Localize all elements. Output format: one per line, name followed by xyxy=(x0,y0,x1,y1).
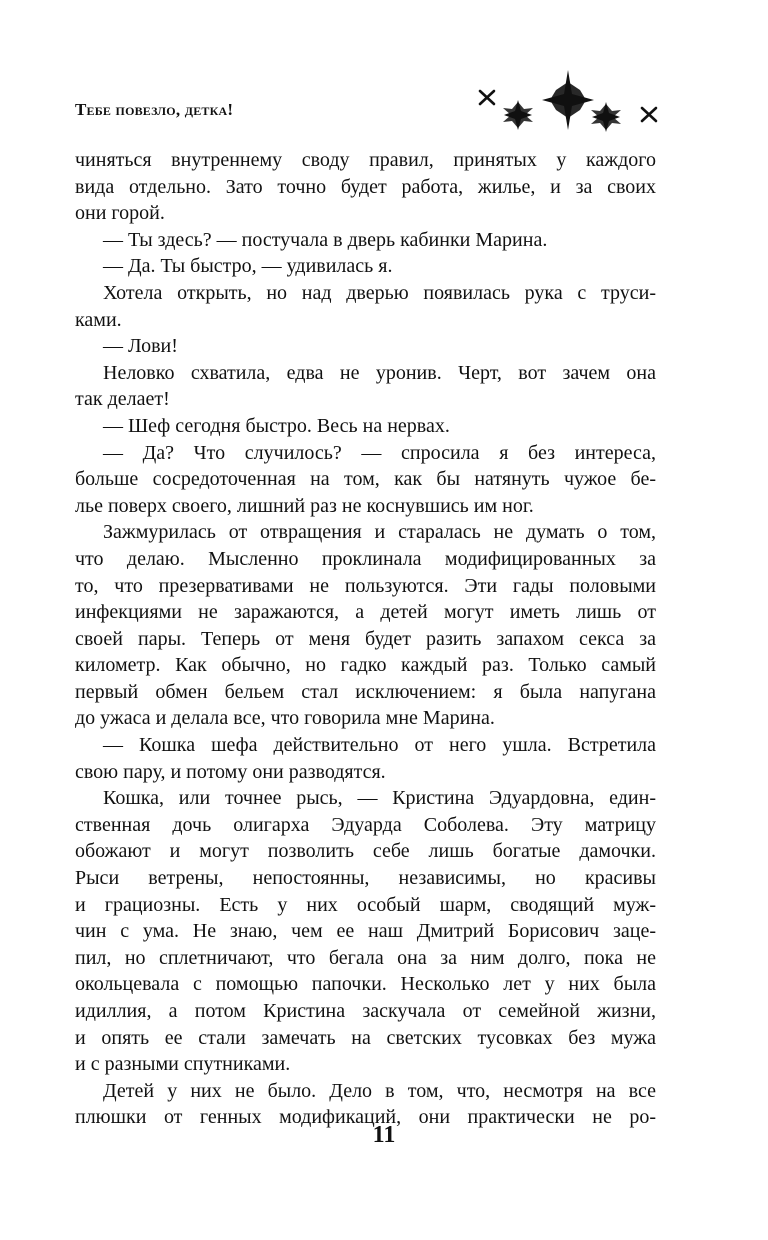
text-line: — Кошка шефа действительно от него ушла. Встретила xyxy=(103,734,656,757)
text-line: вида отдельно. Зато точно будет работа, жилье, и за своих xyxy=(75,175,656,198)
text-line: и грациозны. Есть у них особый шарм, сводящий муж- xyxy=(75,893,656,916)
text-line: — Шеф сегодня быстро. Весь на нервах. xyxy=(103,414,450,437)
text-line: окольцевала с помощью папочки. Несколько лет у них была xyxy=(75,973,656,996)
text-line: то, что презервативами не пользуются. Эти гады половыми xyxy=(75,574,656,597)
text-line: Детей у них не было. Дело в том, что, несмотря на все xyxy=(103,1079,656,1102)
text-line: — Да? Что случилось? — спросила я без интереса, xyxy=(103,441,656,464)
text-line: так делает! xyxy=(75,388,170,411)
text-line: пил, но сплетничают, что бегала она за ним долго, пока не xyxy=(75,946,656,969)
running-title: Тебе повезло, детка! xyxy=(75,100,234,119)
text-line: инфекциями не заражаются, а детей могут иметь лишь от xyxy=(75,601,656,624)
body-text xyxy=(75,147,656,1131)
text-line: Рыси ветрены, непостоянны, независимы, но красивы xyxy=(75,867,656,890)
text-line: чиняться внутреннему своду правил, принятых у каждого xyxy=(75,149,656,171)
text-line: до ужаса и делала все, что говорила мне Марина. xyxy=(75,707,495,730)
text-line: километр. Как обычно, но гадко каждый раз. Только самый xyxy=(75,654,656,677)
text-line: ственная дочь олигарха Эдуарда Соболева. Эту матрицу xyxy=(75,813,656,836)
text-line: обожают и могут позволить себе лишь богатые дамочки. xyxy=(75,840,656,863)
text-line: что делаю. Мысленно проклинала модифицированных за xyxy=(75,547,656,570)
text-line: первый обмен бельем стал исключением: я была напугана xyxy=(75,680,656,703)
text-line: свою пару, и потому они разводятся. xyxy=(75,760,386,783)
sparkle-stars-ornament-icon xyxy=(470,64,670,134)
text-line: и опять ее стали замечать на светских тусовках без мужа xyxy=(75,1026,656,1049)
text-line: чин с ума. Не знаю, чем ее наш Дмитрий Борисович заце- xyxy=(75,920,656,943)
text-line: плюшки от генных модификаций, они практически не ро- xyxy=(75,1106,656,1129)
text-line: — Ты здесь? — постучала в дверь кабинки Марина. xyxy=(103,228,548,251)
text-line: они горой. xyxy=(75,202,165,225)
text-line: Зажмурилась от отвращения и старалась не думать о том, xyxy=(103,521,656,544)
text-line: своей пары. Теперь от меня будет разить запахом секса за xyxy=(75,627,656,650)
text-line: — Лови! xyxy=(103,335,178,358)
text-line: — Да. Ты быстро, — удивилась я. xyxy=(103,255,393,278)
text-line: ками. xyxy=(75,308,122,331)
text-line: идиллия, а потом Кристина заскучала от семейной жизни, xyxy=(75,1000,656,1022)
page-number: 11 xyxy=(372,1122,396,1148)
text-line: Хотела открыть, но над дверью появилась рука с труси- xyxy=(103,281,656,304)
text-line: и с разными спутниками. xyxy=(75,1053,291,1076)
text-line: лье поверх своего, лишний раз не коснувшись им ног. xyxy=(75,494,534,517)
text-line: больше сосредоточенная на том, как бы натянуть чужое бе- xyxy=(75,468,656,491)
text-line: Кошка, или точнее рысь, — Кристина Эдуардовна, един- xyxy=(103,787,656,810)
text-line: Неловко схватила, едва не уронив. Черт, вот зачем она xyxy=(103,361,656,384)
